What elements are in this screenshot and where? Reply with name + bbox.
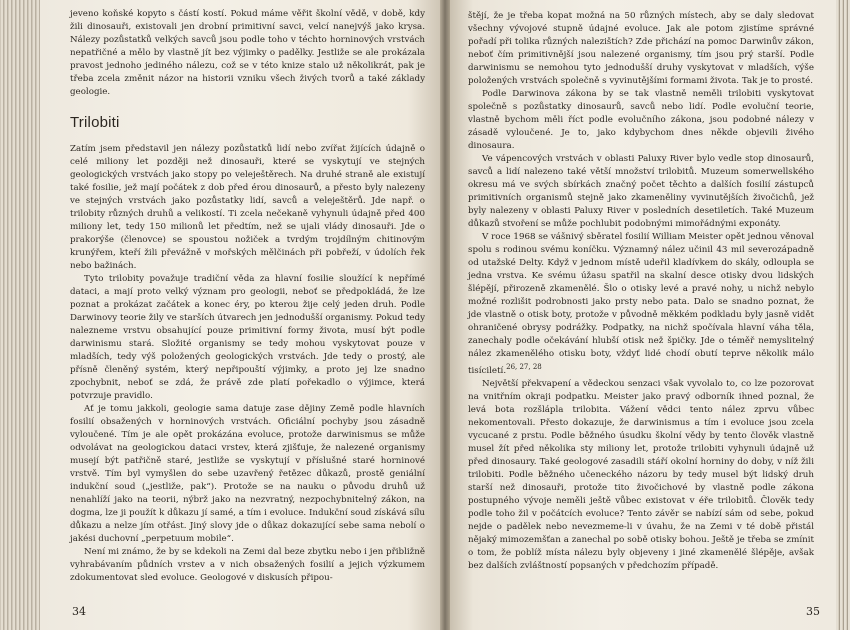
book-gutter: [440, 0, 450, 630]
paragraph: Ve vápencových vrstvách v oblasti Paluxy River bylo vedle stop dinosaurů, savců a lidí nalezeno také větší množství trilobitů. Muzeum somerwellského okresu má ve svých sbírkách značný počet těchto a dalších fosilií zástupců primitivních organismů stejně jako zkameněliny vyvinutějších živočichů, jež byly nalezeny v oblasti Paluxy River v posledních desetiletích. Také Muzeum důkazů stvoření se může pochlubit podobnými mimořádnými exponáty.: [468, 154, 814, 229]
page-number: 34: [72, 605, 86, 618]
paragraph: Podle Darwinova zákona by se tak vlastně neměli trilobiti vyskytovat společně s pozůstatky dinosaurů, savců nebo lidí. Podle evoluční teorie, vlastně bychom měli říct podle evolučního zákona, jsou podobné nálezy v zásadě vyloučené. Je to, jako kdybychom dnes někde objevili živého dinosaura.: [468, 89, 814, 151]
left-page-text: [70, 8, 425, 585]
paragraph: Ať je tomu jakkoli, geologie sama datuje zase dějiny Země podle hlavních fosilií obsažených v horninových vrstvách. Oficiální pochyby jsou zásadně vyloučené. Tím je ale opět prokázána evoluce, protože darwinismus se může odvolávat na geologickou dataci vrstev, která zjišťuje, že nalezené organismy musejí být patřičně staré, jestliže se vyskytují v příslušné staré horninové vrstvě. Tím byl vymyšlen do sebe uzavřený řetězec důkazů, prostě geniální indukční soud („jestliže, pak“). Protože se na nauku o původu druhů už nenahlíží jako na teorii, nýbrž jako na nezvratný, nezpochybnitelný zákon, na dogma, lze ji použít k důkazu jí samé, a tím i evoluce. Indukční soud získává sílu důkazu a nelze jím otřást. Jiný slovy jde o důkaz dokazující sebe sama nebolí o jakési duchovní „perpetuum mobile“.: [70, 404, 425, 544]
paragraph-continued: štějí, že je třeba kopat možná na 50 různých místech, aby se daly sledovat všechny vývojové stupně údajné evoluce. Jak ale potom zjistíme správné pořadí při tolika různých nalezištích? Zde přichází na pomoc Darwinův zákon, neboť čím primitivnější jsou nalezené organismy, tím jsou prý starší. Podle darwinismu se nemohou tyto jednodušší druhy vyskytovat v mladších, výše položených vrstvách společně s vyvinutějšími formami života. Tak je to prosté.: [468, 11, 814, 86]
paragraph-intro: jeveno koňské kopyto s částí kostí. Pokud máme věřit školní vědě, v době, kdy žili dinosauři, existovali jen drobní primitivní savci, velcí nanejvýš jako krysa. Nálezy pozůstatků velkých savců jsou podle toho v téchto horninových vrstvách nepatřičné a mělo by vlastně jít bez výjimky o padělky. Jestliže se ale prokázala pravost jednoho jediného nálezu, což se v této knize stalo už několikrát, pak je třeba zcela změnit názor na historii vzniku všech živých tvorů a také základy geologie.: [70, 9, 425, 97]
page-edges-right: [834, 0, 850, 630]
paragraph: Největší překvapení a vědeckou senzaci však vyvolalo to, co lze pozorovat na vnitřním okraji podpatku. Meister jako pravý odborník ihned poznal, že levá bota rozšlápla trilobita. Vážení vědci tento nález zprvu vůbec nekomentovali. Přesto dokazuje, že darwinismus a tím i evoluce jsou zcela vycucané z prstu. Podle běžného úsudku školní vědy by tento člověk vlastně musel žít před několika sty miliony let, protože trilobiti vyhynuli údajně už před dinosaury. Také geologové zasadili stáří okolní horniny do doby, v níž žili trilobiti. Podle běžného učeneckého názoru by tedy musel být lidský druh starší než dinosauři, protože tito živočichové by vlastně podle zákona postupného vývoje neměli ještě vůbec existovat v éře trilobitů. Člověk tedy podle toho žil v počátcích evoluce? Tento závěr se nabízí sám od sebe, pokud nejde o padělek nebo nevezmeme-li v úvahu, že na Zemi v té době přistál nějaký mimozemšťan a zanechal po sobě otisky bohou. Ještě je třeba se zmínit o tom, že poblíž místa nálezu byly objeveny i jiné zkamenělé šlépěje, avšak bez dalších zvláštností popsaných v předchozím případě.: [468, 378, 814, 571]
paragraph: [468, 231, 814, 378]
left-page: [40, 0, 440, 630]
paragraph-text: V roce 1968 se vášnivý sběratel fosilií William Meister opět jednou věnoval spolu s rodinou svému koníčku. Významný nález učinil 43 mil severozápadně od utažské Delty. Když v jednom místě udeřil kladívkem do skály, odloupla se jedna vrstva. Ke svému úžasu spatřil na skalní desce otisky dvou lidských šlépějí, přirozeně zkamenělé. Šlo o otisky levé a pravé nohy, u nichž nebylo možné rozlišit podrobnosti jako prsty nebo pata. Dalo se snadno poznat, že jde vlastně o otisk boty, protože v původně měkkém podkladu byly jasně vidět ohraničené obrysy podrážky. Podpatky, na nichž spočívala hlavní váha těla, zanechaly podle očekávání hlubší otisk než špičky. Jde o téměř nemyslitelný nález zkamenělého otisku boty, vždyť lidé chodí obutí teprve několik málo tisíciletí.: [468, 232, 814, 376]
right-page: [450, 0, 836, 630]
paragraph: Zatím jsem představil jen nálezy pozůstatků lidí nebo zvířat žijících údajně o celé miliony let později než dinosauři, které se vyskytují ve stejných geologických vrstvách jako stopy po veleještěrech. Na druhé straně ale existují také fosilie, jež mají počátek z dob před érou dinosaurů, a přesto byly nalezeny ve stejných vrstvách jako pozůstatky lidí, savců a veleještěrů. Jde např. o trilobity různých druhů a velikostí. Ti zcela nečekaně vyhynuli údajně před 400 miliony let, tedy 150 milionů let předtím, než se ujali vlády dinosauři. Jde o prakorýše (členovce) se spoustou nožiček a tvrdým trojdílným chitinovým krunýřem, kteří žili převážně v mořských mělčinách při pobřeží, v údolích řek nebo bažinách.: [70, 144, 425, 271]
paragraph: Tyto trilobity považuje tradiční věda za hlavní fosilie sloužící k nepřímé dataci, a mají proto velký význam pro geologii, neboť se předpokládá, že lze poznat a prokázat začátek a konec éry, po kterou žije celý jeden druh. Podle Darwinovy teorie žily ve starších útvarech jen jednodušší organismy. Pokud tedy nalezneme vrstvu obsahující pouze primitivní formy života, musí být podle darwinismu stará. Složité organismy se tedy mohou vyskytovat pouze v mladších, tedy výš položených geologických vrstvách. Jde tedy o prostý, ale přísně členěný systém, který nepřipouští výjimky, a proto jej lze snadno zpochybnit, neboť se zdá, že právě zde platí pořekadlo o výjimce, která potvrzuje pravidlo.: [70, 274, 425, 401]
footnote-refs: 26, 27, 28: [506, 363, 542, 371]
right-page-text: [468, 10, 814, 573]
section-title: Trilobiti: [70, 114, 120, 131]
page-number: 35: [806, 605, 820, 618]
paragraph: Není mi známo, že by se kdekoli na Zemi dal beze zbytku nebo i jen přibližně vyhrabávaním půdních vrstev a v nich obsažených fosilií a jejich výzkumem zdokumentovat sled evoluce. Geologové v diskusích připou-: [70, 547, 425, 583]
